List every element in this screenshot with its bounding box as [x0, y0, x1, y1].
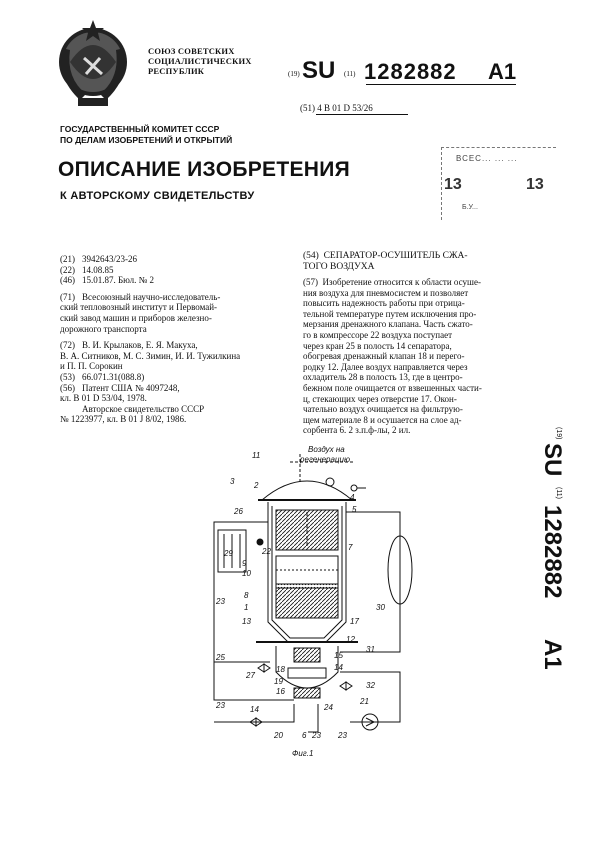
abstract-line-7: через кран 25 в полость 14 сепаратора,	[303, 340, 452, 351]
label-27: 27	[246, 671, 255, 680]
abstract-line-11: бежном поле очищается от взвешенных части-	[303, 382, 482, 393]
side-code-11: (11)	[555, 487, 562, 499]
committee-line-2: ПО ДЕЛАМ ИЗОБРЕТЕНИЙ И ОТКРЫТИЙ	[60, 135, 233, 145]
union-line-3: РЕСПУБЛИК	[148, 66, 205, 76]
abstract-line-5: мерзания дренажного клапана. Часть сжато-	[303, 319, 473, 330]
label-5: 5	[352, 505, 357, 514]
ipc-class	[300, 103, 373, 113]
abstract-line-13: чательно воздух очищается на фильтрую-	[303, 404, 463, 415]
label-16: 16	[276, 687, 285, 696]
stamp-line: ВСЕС... ... ...	[456, 154, 518, 163]
field-56: (56) Патент США № 4097248,	[60, 382, 180, 393]
label-25: 25	[216, 653, 225, 662]
committee-name	[60, 124, 232, 146]
label-14b: 14	[250, 705, 259, 714]
side-kind: A1	[539, 639, 566, 670]
union-line-1: СОЮЗ СОВЕТСКИХ	[148, 46, 235, 56]
label-19: 19	[274, 677, 283, 686]
label-9: 9	[242, 559, 247, 568]
label-10: 10	[242, 569, 251, 578]
caption-line-2: регенерацию	[300, 455, 350, 464]
field-71-line-2: ский тепловозный институт и Первомай-	[60, 302, 218, 313]
caption-line-1: Воздух на	[308, 445, 345, 454]
committee-line-1: ГОСУДАРСТВЕННЫЙ КОМИТЕТ СССР	[60, 124, 220, 134]
document-subtitle: К АВТОРСКОМУ СВИДЕТЕЛЬСТВУ	[60, 190, 255, 202]
field-72-line-3: и П. П. Сорокин	[60, 361, 123, 372]
ipc-text: (51) 4 В 01 D 53/26	[300, 103, 373, 113]
label-24: 24	[324, 703, 333, 712]
abstract-line-2: ния воздуха для пневмосистем и позволяет	[303, 287, 469, 298]
ipc-underline	[316, 114, 408, 115]
abstract	[303, 277, 559, 436]
kind-code: A1	[488, 59, 517, 84]
ussr-emblem	[50, 18, 136, 114]
label-1: 1	[244, 603, 249, 612]
invention-title-line-2: ТОГО ВОЗДУХА	[303, 262, 375, 272]
abstract-line-4: тельной температуре путем исключения про-	[303, 308, 477, 319]
technical-drawing	[190, 442, 430, 762]
label-23c: 23	[312, 731, 321, 740]
label-22: 22	[262, 547, 271, 556]
label-23: 23	[216, 597, 225, 606]
field-71-line-3: ский завод машин и приборов железно-	[60, 312, 212, 323]
label-7: 7	[348, 543, 353, 552]
label-26: 26	[234, 507, 243, 516]
label-8: 8	[244, 591, 249, 600]
field-56-line-4: № 1223977, кл. В 01 J 8/02, 1986.	[60, 414, 187, 425]
field-46: (46) 15.01.87. Бюл. № 2	[60, 275, 154, 286]
side-patent-code	[522, 425, 566, 675]
label-2: 2	[254, 481, 259, 490]
label-18: 18	[276, 665, 285, 674]
abstract-line-9: родку 12. Далее воздух направляется через	[303, 361, 468, 372]
union-line-2: СОЦИАЛИСТИЧЕСКИХ	[148, 56, 252, 66]
number-underline	[366, 84, 516, 85]
stamp-number-right: 13	[526, 176, 544, 193]
abstract-line-8: обогревая дренажный клапан 18 и перего-	[303, 351, 465, 362]
label-4: 4	[350, 493, 355, 502]
field-56-line-3: Авторское свидетельство СССР	[82, 403, 205, 414]
invention-title-line-1: СЕПАРАТОР-ОСУШИТЕЛЬ СЖА-	[323, 251, 468, 261]
stamp-bottom: Б.У...	[462, 204, 478, 211]
abstract-line-10: охладитель 28 в полость 13, где в центро-	[303, 372, 463, 383]
invention-title	[303, 251, 559, 273]
publication-number-row	[282, 55, 582, 87]
label-31: 31	[366, 645, 375, 654]
field-53: (53) 66.071.31(088.8)	[60, 371, 145, 382]
side-code-19: (19)	[555, 427, 562, 440]
label-6: 6	[302, 731, 307, 740]
field-71: (71) Всесоюзный научно-исследователь-	[60, 291, 221, 302]
abstract-line-1: Изобретение относится к области осуше-	[322, 277, 481, 287]
bibliographic-data	[60, 254, 272, 425]
patent-number: 1282882	[364, 59, 457, 84]
code-11: (11)	[344, 70, 356, 78]
library-stamp	[441, 147, 556, 220]
field-21: (21) 3942643/23-26	[60, 254, 137, 264]
code-54: (54)	[303, 251, 319, 261]
field-72: (72) В. И. Крылаков, Е. Я. Макуха,	[60, 340, 198, 351]
country-code: SU	[302, 57, 336, 84]
side-country: SU	[539, 443, 566, 477]
field-71-line-4: дорожного транспорта	[60, 323, 147, 334]
label-20: 20	[274, 731, 283, 740]
document-title: ОПИСАНИЕ ИЗОБРЕТЕНИЯ	[58, 158, 351, 181]
label-23d: 23	[338, 731, 347, 740]
stamp-number-left: 13	[444, 176, 462, 193]
label-17: 17	[350, 617, 359, 626]
label-15: 15	[334, 651, 343, 660]
label-3: 3	[230, 477, 235, 486]
label-11: 11	[252, 451, 261, 460]
abstract-line-15: сорбента 6. 2 з.п.ф-лы, 2 ил.	[303, 425, 411, 436]
field-22: (22) 14.08.85	[60, 264, 114, 275]
abstract-line-14: щем материале 8 и осушается на слое ад-	[303, 414, 462, 425]
figure-caption: Фиг.1	[292, 749, 314, 758]
field-56-line-2: кл. В 01 D 53/04, 1978.	[60, 393, 147, 404]
label-14: 14	[334, 663, 343, 672]
label-13: 13	[242, 617, 251, 626]
field-72-line-2: В. А. Ситников, М. С. Зимин, И. И. Тужилкина	[60, 350, 241, 361]
label-23b: 23	[216, 701, 225, 710]
code-57: (57)	[303, 277, 318, 287]
label-30: 30	[376, 603, 385, 612]
label-29: 29	[224, 549, 233, 558]
label-12: 12	[346, 635, 355, 644]
code-19: (19)	[288, 70, 300, 78]
abstract-line-6: го в компрессоре 22 воздуха поступает	[303, 329, 453, 340]
side-number: 1282882	[539, 505, 566, 599]
abstract-line-3: повысить надежность работы при отрица-	[303, 298, 465, 309]
union-name	[148, 46, 252, 76]
label-32: 32	[366, 681, 375, 690]
label-21: 21	[360, 697, 369, 706]
abstract-line-12: ц, стекающих через отверстие 17. Окон-	[303, 393, 457, 404]
